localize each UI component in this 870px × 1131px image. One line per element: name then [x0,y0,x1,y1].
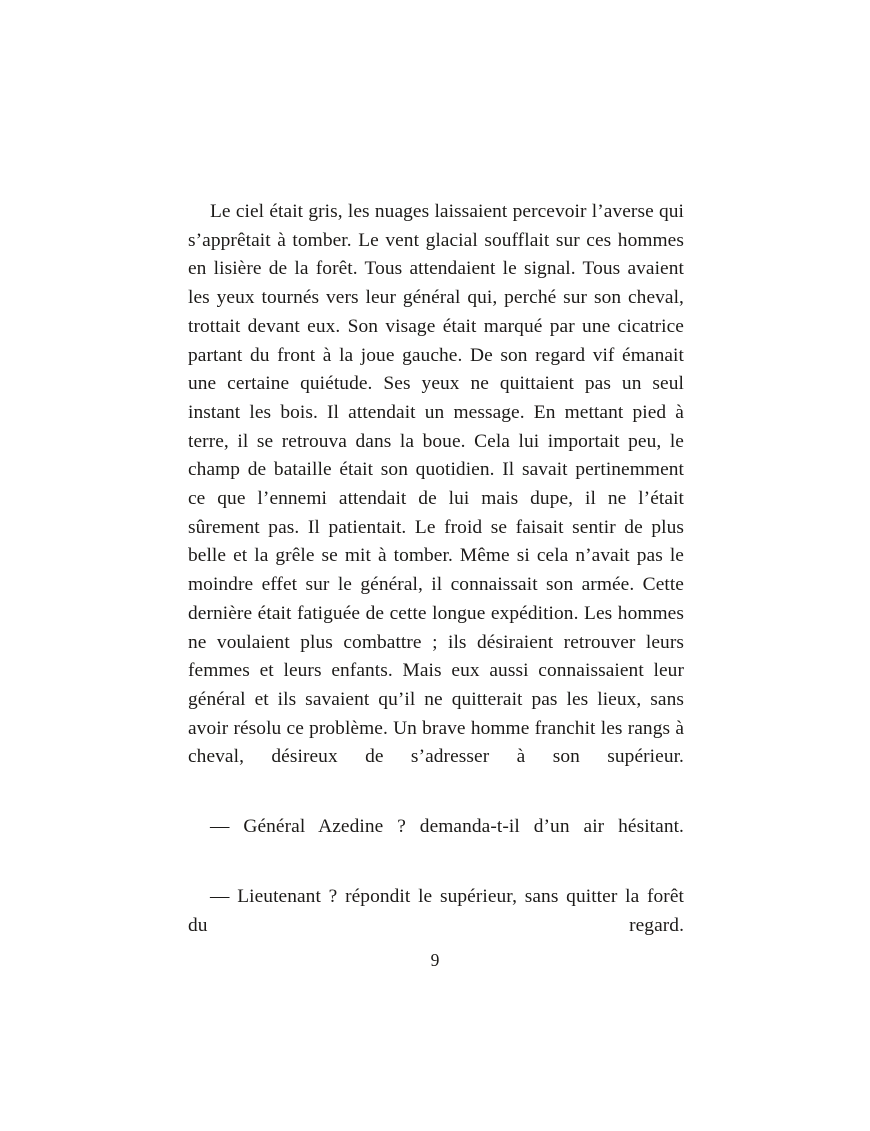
dialogue-paragraph-2: — Lieutenant ? répondit le supérieur, sans quitter la forêt du regard. [188,886,684,936]
page-text-block [188,198,684,969]
body-paragraph-1: Le ciel était gris, les nuages laissaient percevoir l’averse qui s’apprêtait à tomber. Le vent glacial soufflait sur ces hommes en lisière de la forêt. Tous attendaient le signal. Tous avaient les yeux tournés vers leur général qui, perché sur son cheval, trottait devant eux. Son visage était marqué par une cicatrice partant du front à la joue gauche. De son regard vif émanait une certaine quiétude. Ses yeux ne quittaient pas un seul instant les bois. Il attendait un message. En mettant pied à terre, il se retrouva dans la boue. Cela lui importait peu, le champ de bataille était son quotidien. Il savait pertinemment ce que l’ennemi attendait de lui mais dupe, il ne l’était sûrement pas. Il patientait. Le froid se faisait sentir de plus belle et la grêle se mit à tomber. Même si cela n’avait pas le moindre effet sur le général, il connaissait son armée. Cette dernière était fatiguée de cette longue expédition. Les hommes ne voulaient plus combattre ; ils désiraient retrouver leurs femmes et leurs enfants. Mais eux aussi connaissaient leur général et ils savaient qu’il ne quitterait pas les lieux, sans avoir résolu ce problème. Un brave homme franchit les rangs à cheval, désireux de s’adresser à son supérieur. [188,201,684,768]
page-number: 9 [430,950,440,970]
dialogue-paragraph-1: — Général Azedine ? demanda-t-il d’un air hésitant. [210,816,684,838]
